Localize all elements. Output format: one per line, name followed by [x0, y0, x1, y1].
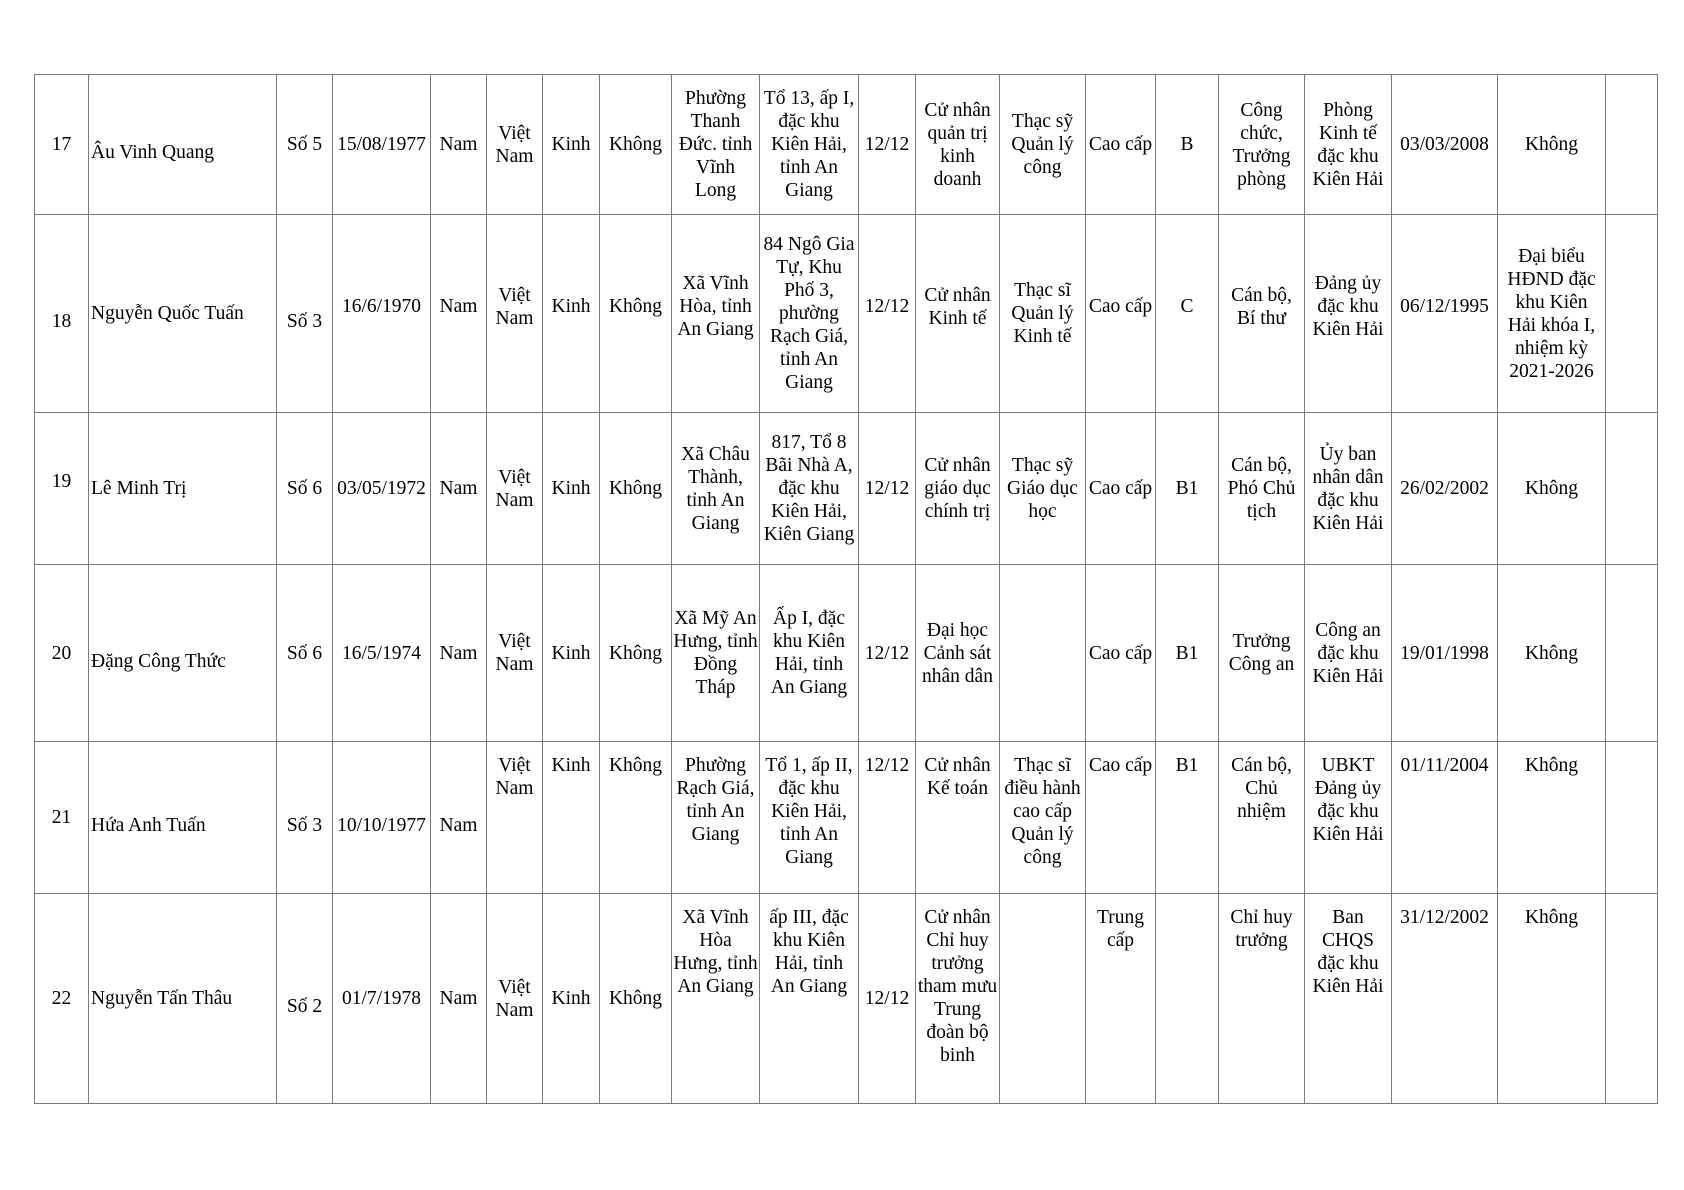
cell-workplace: Phòng Kinh tế đặc khu Kiên Hải — [1305, 75, 1392, 215]
cell-party-date: 26/02/2002 — [1392, 413, 1498, 565]
cell-hometown: Phường Rạch Giá, tỉnh An Giang — [672, 742, 760, 894]
cell-politics: Cao cấp — [1086, 215, 1156, 413]
cell-workplace: Công an đặc khu Kiên Hải — [1305, 565, 1392, 742]
cell-position: Trưởng Công an — [1219, 565, 1305, 742]
cell-nationality: Việt Nam — [487, 215, 543, 413]
cell-delegate: Không — [1498, 742, 1606, 894]
table-row — [35, 215, 1658, 413]
cell-ethnicity: Kinh — [543, 742, 600, 894]
cell-party-date: 31/12/2002 — [1392, 894, 1498, 1104]
cell-so: Số 5 — [277, 75, 333, 215]
cell-major: Cử nhân giáo dục chính trị — [916, 413, 1000, 565]
cell-note — [1606, 565, 1658, 742]
cell-so: Số 3 — [277, 742, 333, 894]
cell-major: Cử nhân quản trị kinh doanh — [916, 75, 1000, 215]
cell-major: Cử nhân Kế toán — [916, 742, 1000, 894]
cell-politics: Cao cấp — [1086, 413, 1156, 565]
cell-education: 12/12 — [859, 742, 916, 894]
cell-hometown: Xã Vĩnh Hòa Hưng, tỉnh An Giang — [672, 894, 760, 1104]
cell-note — [1606, 894, 1658, 1104]
cell-residence: 84 Ngô Gia Tự, Khu Phố 3, phường Rạch Giá, tỉnh An Giang — [760, 215, 859, 413]
cell-note — [1606, 742, 1658, 894]
cell-dob: 10/10/1977 — [333, 742, 431, 894]
cell-residence: Tổ 1, ấp II, đặc khu Kiên Hải, tỉnh An Giang — [760, 742, 859, 894]
cell-stt: 21 — [35, 742, 89, 894]
cell-language: B1 — [1156, 565, 1219, 742]
cell-hometown: Phường Thanh Đức. tỉnh Vĩnh Long — [672, 75, 760, 215]
candidate-table — [34, 74, 1658, 1104]
cell-ethnicity: Kinh — [543, 565, 600, 742]
cell-so: Số 2 — [277, 894, 333, 1104]
cell-hometown: Xã Vĩnh Hòa, tỉnh An Giang — [672, 215, 760, 413]
cell-politics: Cao cấp — [1086, 75, 1156, 215]
cell-residence: 817, Tổ 8 Bãi Nhà A, đặc khu Kiên Hải, Kiên Giang — [760, 413, 859, 565]
cell-language — [1156, 894, 1219, 1104]
cell-name: Nguyễn Quốc Tuấn — [89, 215, 277, 413]
cell-dob: 01/7/1978 — [333, 894, 431, 1104]
cell-gender: Nam — [431, 215, 487, 413]
cell-party-date: 19/01/1998 — [1392, 565, 1498, 742]
cell-dob: 16/6/1970 — [333, 215, 431, 413]
cell-party-date: 03/03/2008 — [1392, 75, 1498, 215]
cell-name: Nguyễn Tấn Thâu — [89, 894, 277, 1104]
table-row — [35, 565, 1658, 742]
cell-degree: Thạc sỹ Quản lý công — [1000, 75, 1086, 215]
cell-workplace: Ủy ban nhân dân đặc khu Kiên Hải — [1305, 413, 1392, 565]
cell-name: Âu Vinh Quang — [89, 75, 277, 215]
cell-nationality: Việt Nam — [487, 75, 543, 215]
cell-ethnicity: Kinh — [543, 894, 600, 1104]
cell-gender: Nam — [431, 75, 487, 215]
cell-residence: Tổ 13, ấp I, đặc khu Kiên Hải, tỉnh An Giang — [760, 75, 859, 215]
cell-note — [1606, 413, 1658, 565]
cell-education: 12/12 — [859, 565, 916, 742]
cell-hometown: Xã Mỹ An Hưng, tỉnh Đồng Tháp — [672, 565, 760, 742]
cell-dob: 16/5/1974 — [333, 565, 431, 742]
cell-residence: ấp III, đặc khu Kiên Hải, tỉnh An Giang — [760, 894, 859, 1104]
cell-politics: Trung cấp — [1086, 894, 1156, 1104]
table-row — [35, 742, 1658, 894]
cell-gender: Nam — [431, 413, 487, 565]
cell-religion: Không — [600, 742, 672, 894]
cell-religion: Không — [600, 894, 672, 1104]
cell-delegate: Đại biểu HĐND đặc khu Kiên Hải khóa I, nhiệm kỳ 2021-2026 — [1498, 215, 1606, 413]
cell-position: Chỉ huy trưởng — [1219, 894, 1305, 1104]
cell-dob: 03/05/1972 — [333, 413, 431, 565]
cell-so: Số 6 — [277, 565, 333, 742]
cell-name: Hứa Anh Tuấn — [89, 742, 277, 894]
cell-delegate: Không — [1498, 75, 1606, 215]
table-row — [35, 894, 1658, 1104]
cell-politics: Cao cấp — [1086, 565, 1156, 742]
cell-stt: 17 — [35, 75, 89, 215]
cell-stt: 20 — [35, 565, 89, 742]
cell-education: 12/12 — [859, 894, 916, 1104]
cell-stt: 18 — [35, 215, 89, 413]
cell-ethnicity: Kinh — [543, 215, 600, 413]
cell-nationality: Việt Nam — [487, 894, 543, 1104]
cell-religion: Không — [600, 75, 672, 215]
cell-workplace: Đảng ủy đặc khu Kiên Hải — [1305, 215, 1392, 413]
cell-ethnicity: Kinh — [543, 75, 600, 215]
cell-language: B1 — [1156, 742, 1219, 894]
cell-degree: Thạc sĩ điều hành cao cấp Quản lý công — [1000, 742, 1086, 894]
cell-gender: Nam — [431, 742, 487, 894]
cell-party-date: 01/11/2004 — [1392, 742, 1498, 894]
cell-degree: Thạc sỹ Giáo dục học — [1000, 413, 1086, 565]
cell-religion: Không — [600, 215, 672, 413]
cell-position: Công chức, Trưởng phòng — [1219, 75, 1305, 215]
cell-gender: Nam — [431, 894, 487, 1104]
cell-nationality: Việt Nam — [487, 565, 543, 742]
cell-residence: Ấp I, đặc khu Kiên Hải, tỉnh An Giang — [760, 565, 859, 742]
cell-position: Cán bộ, Bí thư — [1219, 215, 1305, 413]
cell-note — [1606, 215, 1658, 413]
cell-degree — [1000, 565, 1086, 742]
cell-party-date: 06/12/1995 — [1392, 215, 1498, 413]
table-row — [35, 75, 1658, 215]
cell-major: Cử nhân Chỉ huy trưởng tham mưu Trung đoàn bộ binh — [916, 894, 1000, 1104]
cell-workplace: Ban CHQS đặc khu Kiên Hải — [1305, 894, 1392, 1104]
cell-workplace: UBKT Đảng ủy đặc khu Kiên Hải — [1305, 742, 1392, 894]
cell-ethnicity: Kinh — [543, 413, 600, 565]
cell-delegate: Không — [1498, 894, 1606, 1104]
cell-delegate: Không — [1498, 413, 1606, 565]
cell-education: 12/12 — [859, 215, 916, 413]
cell-language: C — [1156, 215, 1219, 413]
cell-language: B — [1156, 75, 1219, 215]
cell-degree — [1000, 894, 1086, 1104]
cell-gender: Nam — [431, 565, 487, 742]
cell-stt: 19 — [35, 413, 89, 565]
table-row — [35, 413, 1658, 565]
cell-major: Đại học Cảnh sát nhân dân — [916, 565, 1000, 742]
cell-so: Số 6 — [277, 413, 333, 565]
cell-religion: Không — [600, 565, 672, 742]
cell-education: 12/12 — [859, 413, 916, 565]
cell-language: B1 — [1156, 413, 1219, 565]
cell-delegate: Không — [1498, 565, 1606, 742]
cell-dob: 15/08/1977 — [333, 75, 431, 215]
cell-politics: Cao cấp — [1086, 742, 1156, 894]
cell-so: Số 3 — [277, 215, 333, 413]
cell-position: Cán bộ, Phó Chủ tịch — [1219, 413, 1305, 565]
cell-major: Cử nhân Kinh tế — [916, 215, 1000, 413]
cell-stt: 22 — [35, 894, 89, 1104]
cell-position: Cán bộ, Chủ nhiệm — [1219, 742, 1305, 894]
cell-nationality: Việt Nam — [487, 742, 543, 894]
cell-degree: Thạc sĩ Quản lý Kinh tế — [1000, 215, 1086, 413]
cell-name: Lê Minh Trị — [89, 413, 277, 565]
cell-nationality: Việt Nam — [487, 413, 543, 565]
cell-name: Đặng Công Thức — [89, 565, 277, 742]
cell-note — [1606, 75, 1658, 215]
cell-hometown: Xã Châu Thành, tỉnh An Giang — [672, 413, 760, 565]
cell-religion: Không — [600, 413, 672, 565]
cell-education: 12/12 — [859, 75, 916, 215]
